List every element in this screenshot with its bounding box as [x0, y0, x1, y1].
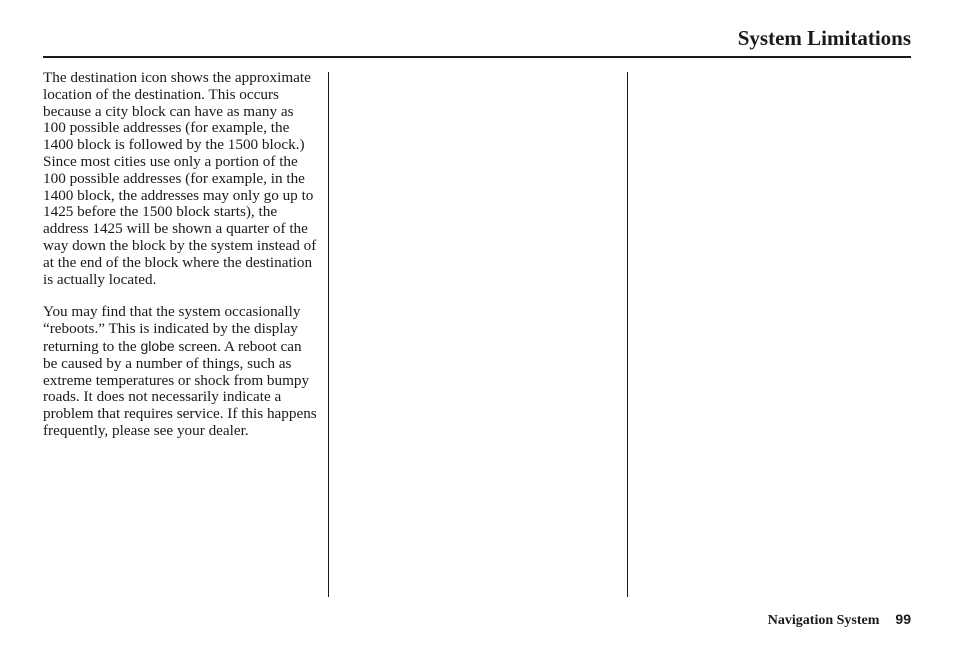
- page-title: System Limitations: [737, 26, 911, 50]
- paragraph-reboots: [43, 304, 317, 439]
- globe-screen-term: globe: [140, 337, 175, 354]
- page-footer: [768, 610, 911, 630]
- column-divider-2: [627, 72, 628, 597]
- column-divider-1: [328, 72, 329, 597]
- footer-section-label: Navigation System: [767, 613, 880, 628]
- paragraph-reboots-text-before: You may find that the system occasionally “reboots.” This is indicated by the display returning to the: [43, 303, 301, 355]
- paragraph-reboots-text-after: screen. A reboot can be caused by a number of things, such as extreme temperatures or shock from bumpy roads. It does not necessarily indicate a problem that requires service. If this happens frequently, please see your dealer.: [43, 337, 317, 439]
- header-rule: [43, 56, 911, 58]
- paragraph-destination-icon: The destination icon shows the approximate location of the destination. This occurs because a city block can have as many as 100 possible addresses (for example, the 1400 block is followed by the 1500 block.) Since most cities use only a portion of the 100 possible addresses (for example, in the 1400 block, the addresses may only go up to 1425 before the 1500 block starts), the address 1425 will be shown a quarter of the way down the block by the system instead of at the end of the block where the destination is actually located.: [43, 69, 317, 288]
- text-column-1: [43, 70, 317, 456]
- page-number: 99: [895, 611, 911, 627]
